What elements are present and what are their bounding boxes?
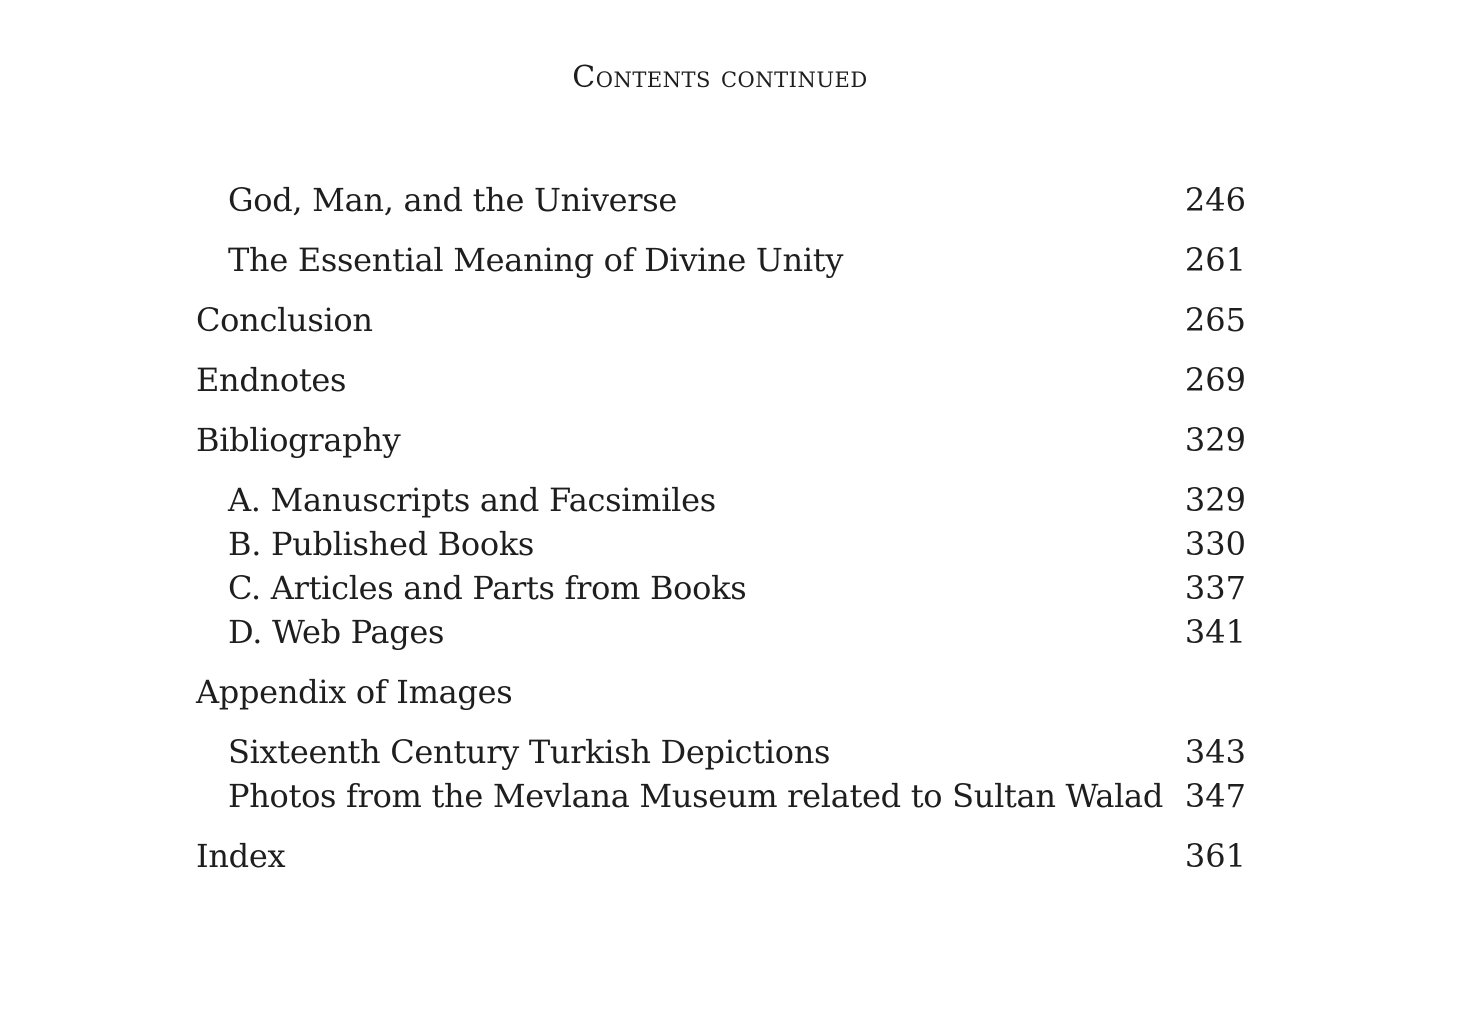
toc-entry-page: 330 — [1184, 525, 1246, 563]
toc-entry — [196, 178, 1246, 222]
toc-entry-title: Appendix of Images — [196, 673, 513, 711]
toc-entry — [196, 610, 1246, 654]
toc-entry-title: Index — [196, 837, 286, 875]
toc-entry-page: 261 — [1184, 241, 1246, 279]
toc-entry-title: D. Web Pages — [228, 613, 445, 651]
toc-entry — [196, 418, 1246, 462]
toc-entry — [196, 670, 1246, 714]
toc-entry — [196, 238, 1246, 282]
toc-entry — [196, 774, 1246, 818]
toc-entry-title: The Essential Meaning of Divine Unity — [228, 241, 844, 279]
toc-entry-page: 329 — [1184, 421, 1246, 459]
toc-entry-page: 343 — [1184, 733, 1246, 771]
toc-entry-title: Photos from the Mevlana Museum related to Sultan Walad — [228, 777, 1164, 815]
toc-entry-page: 246 — [1184, 181, 1246, 219]
toc-entry — [196, 730, 1246, 774]
toc-entry — [196, 834, 1246, 878]
toc-entry — [196, 566, 1246, 610]
toc-entry-title: A. Manuscripts and Facsimiles — [228, 481, 716, 519]
toc-entry-title: C. Articles and Parts from Books — [228, 569, 747, 607]
toc-entry-page: 347 — [1184, 777, 1246, 815]
toc-entry-page: 337 — [1184, 569, 1246, 607]
toc-entry-title: Sixteenth Century Turkish Depictions — [228, 733, 831, 771]
toc-entry-title: Bibliography — [196, 421, 401, 459]
toc-entry-title: Conclusion — [196, 301, 373, 339]
toc-entry-page: 341 — [1184, 613, 1246, 651]
toc-entry-page: 329 — [1184, 481, 1246, 519]
toc-entry-title: Endnotes — [196, 361, 347, 399]
toc-entry — [196, 358, 1246, 402]
toc-entry — [196, 298, 1246, 342]
toc-entry-title: God, Man, and the Universe — [228, 181, 678, 219]
toc-entry-title: B. Published Books — [228, 525, 535, 563]
page-title: Contents continued — [572, 60, 868, 95]
toc-entry — [196, 478, 1246, 522]
toc-entry-page: 265 — [1184, 301, 1246, 339]
toc-entry-page: 269 — [1184, 361, 1246, 399]
toc-entry-page: 361 — [1184, 837, 1246, 875]
toc-entry — [196, 522, 1246, 566]
